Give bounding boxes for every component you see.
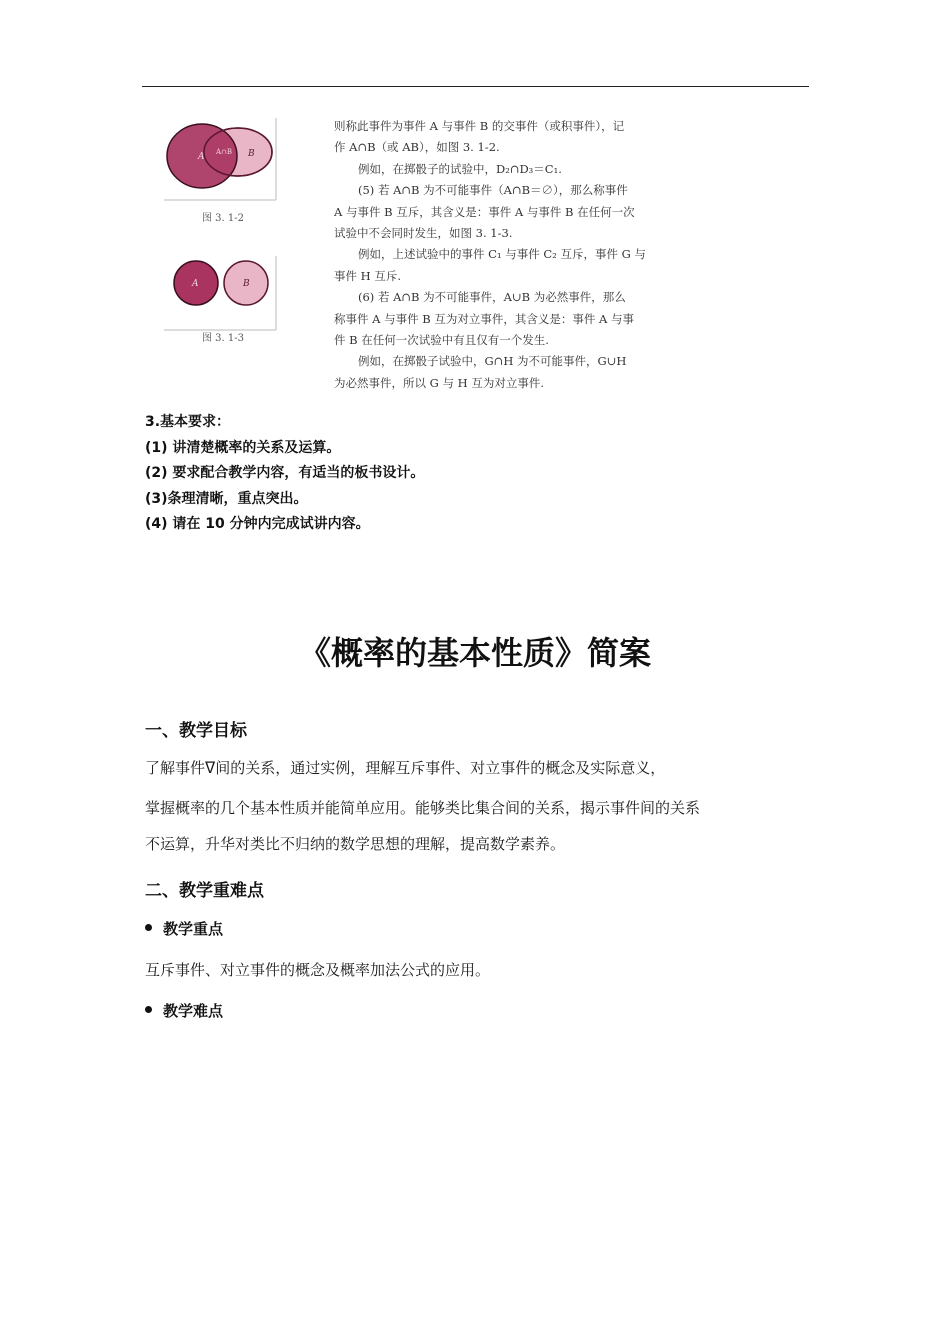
venn-label-ab: A∩B (216, 148, 233, 156)
objectives-line: 不运算，升华对类比不归纳的数学思想的理解，提高数学素养。 (145, 835, 566, 853)
page-title: 《概率的基本性质》简案 (298, 634, 651, 672)
scan-line: 件 B 在任何一次试验中有且仅有一个发生. (334, 333, 549, 348)
key-point-text: 互斥事件、对立事件的概念及概率加法公式的应用。 (145, 961, 491, 979)
scan-line: 例如，在掷骰子的试验中，D₂∩D₃＝C₁. (358, 161, 562, 176)
scan-line: A 与事件 B 互斥，其含义是：事件 A 与事件 B 在任何一次 (334, 204, 635, 219)
bullet-key-point (145, 918, 223, 939)
bullet-difficult-point (145, 1000, 223, 1021)
section-heading-key-points: 二、教学重难点 (145, 881, 264, 901)
requirement-item: (2) 要求配合教学内容，有适当的板书设计。 (145, 465, 425, 481)
venn-label-b: B (248, 149, 255, 159)
header-rule (142, 86, 809, 87)
bullet-dot-icon (145, 924, 152, 931)
venn2-label-a: A (192, 279, 199, 289)
scan-line: 试验中不会同时发生，如图 3. 1-3. (334, 226, 513, 241)
scan-line: 作 A∩B（或 AB），如图 3. 1-2. (334, 140, 500, 155)
textbook-text (334, 116, 694, 394)
scan-line: 称事件 A 与事件 B 互为对立事件，其含义是：事件 A 与事 (334, 311, 634, 326)
venn2-label-b: B (243, 279, 250, 289)
fig-caption-3-1-3: 图 3. 1-3 (202, 333, 245, 344)
bullet-dot-icon (145, 1006, 152, 1013)
objectives-line: 了解事件ᐁ间的关系，通过实例，理解互斥事件、对立事件的概念及实际意义， (145, 759, 666, 777)
venn-intersection-figure (162, 112, 280, 204)
objectives-line: 掌握概率的几个基本性质并能简单应用。能够类比集合间的关系，揭示事件间的关系 (145, 799, 701, 817)
key-point-label: 教学重点 (163, 920, 224, 938)
scan-line: 为必然事件，所以 G 与 H 互为对立事件. (334, 375, 544, 390)
scan-line: (6) 若 A∩B 为不可能事件，A∪B 为必然事件，那么 (358, 290, 626, 305)
basic-requirements (145, 410, 424, 538)
requirement-item: (1) 讲清楚概率的关系及运算。 (145, 439, 341, 456)
scan-line: 例如，在掷骰子试验中，G∩H 为不可能事件，G∪H (358, 354, 627, 369)
scan-line: (5) 若 A∩B 为不可能事件（A∩B＝∅），那么称事件 (358, 183, 628, 198)
requirement-item: (4) 请在 10 分钟内完成试讲内容。 (145, 516, 370, 532)
requirement-item: (3)条理清晰，重点突出。 (145, 490, 308, 507)
requirements-heading: 3.基本要求： (145, 414, 231, 430)
difficult-point-label: 教学难点 (163, 1002, 224, 1020)
scan-line: 则称此事件为事件 A 与事件 B 的交事件（或积事件），记 (334, 119, 625, 133)
venn-label-a: A (198, 152, 205, 162)
scan-line: 例如，上述试验中的事件 C₁ 与事件 C₂ 互斥，事件 G 与 (358, 247, 646, 262)
textbook-scan (162, 112, 692, 402)
scan-line: 事件 H 互斥. (334, 268, 401, 283)
section-heading-objectives: 一、教学目标 (145, 721, 247, 741)
fig-caption-3-1-2: 图 3. 1-2 (202, 213, 245, 224)
venn-disjoint-figure (162, 252, 280, 334)
